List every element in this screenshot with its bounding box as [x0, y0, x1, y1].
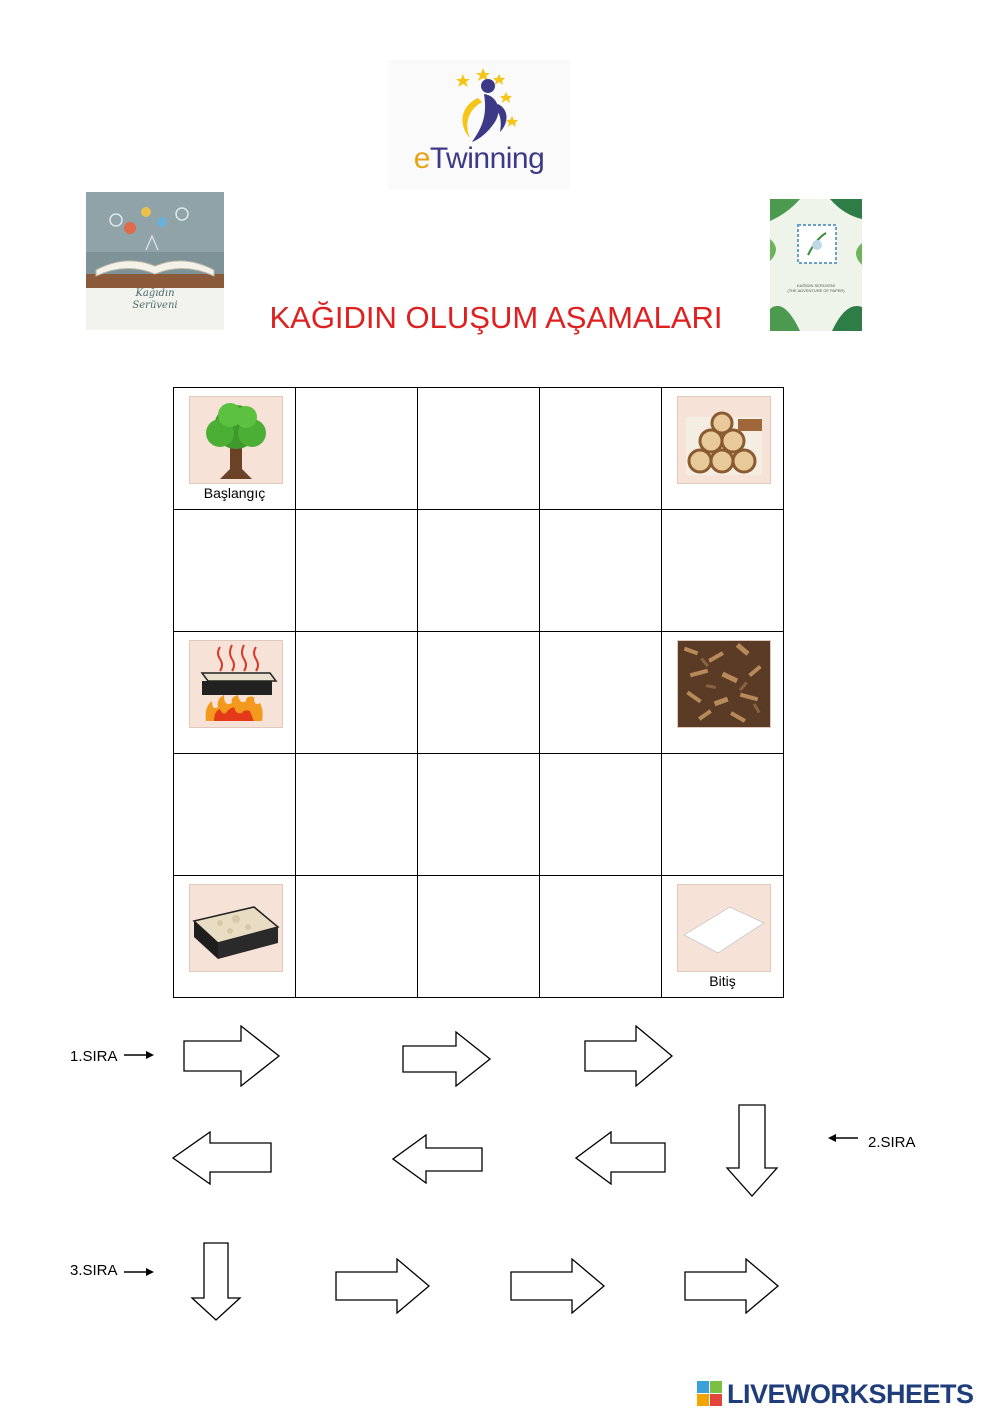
grid-cell[interactable] [540, 388, 662, 510]
grid-cell[interactable] [418, 632, 540, 754]
row1-right-arrow-icon[interactable] [402, 1031, 492, 1087]
grid-cell[interactable] [174, 754, 296, 876]
grid-cell[interactable] [174, 510, 296, 632]
row2-left-arrow-icon[interactable] [392, 1134, 484, 1184]
row3-pointer-arrow-icon [122, 1265, 156, 1279]
cover-caption: KAĞIDIN SERÜVENİ (THE ADVENTURE OF PAPER) [787, 283, 845, 293]
tree-icon [190, 397, 282, 483]
row1-label: 1.SIRA [70, 1048, 118, 1065]
row3-down-arrow-icon[interactable] [190, 1242, 242, 1322]
paper-sheet-picture [677, 884, 771, 972]
grid-cell-start[interactable] [174, 388, 296, 510]
logs-picture [677, 396, 771, 484]
wood-chips-icon [678, 641, 770, 727]
row1-right-arrow-icon[interactable] [584, 1025, 674, 1087]
grid-cell[interactable] [174, 876, 296, 998]
grid-cell[interactable] [418, 754, 540, 876]
grid-cell[interactable] [540, 754, 662, 876]
grid-cell[interactable] [418, 510, 540, 632]
grid-cell[interactable] [662, 632, 784, 754]
grid-cell[interactable] [418, 388, 540, 510]
page-title: KAĞIDIN OLUŞUM AŞAMALARI [269, 300, 723, 335]
row3-label: 3.SIRA [70, 1262, 118, 1279]
row2-down-arrow-icon[interactable] [725, 1104, 779, 1198]
etwinning-wordmark: eTwinning [413, 142, 545, 175]
grid-cell[interactable] [174, 632, 296, 754]
row3-right-arrow-icon[interactable] [684, 1258, 780, 1314]
grid-cell[interactable] [296, 754, 418, 876]
pulp-tray-picture [189, 884, 283, 972]
row2-left-arrow-icon[interactable] [575, 1131, 667, 1185]
start-caption: Başlangıç [203, 485, 266, 501]
liveworksheets-watermark [697, 1378, 997, 1408]
end-caption: Bitiş [709, 973, 736, 989]
grid-cell-end[interactable] [662, 876, 784, 998]
row2-label: 2.SIRA [868, 1134, 916, 1151]
liveworksheets-logo-icon [697, 1379, 725, 1407]
grid-cell[interactable] [540, 632, 662, 754]
row3-right-arrow-icon[interactable] [335, 1258, 431, 1314]
etwinning-logo [388, 60, 570, 190]
grid-cell[interactable] [296, 876, 418, 998]
book-caption: Kağıdın Serüveni [132, 288, 178, 311]
grid-cell[interactable] [662, 754, 784, 876]
grid-cell[interactable] [296, 510, 418, 632]
row3-right-arrow-icon[interactable] [510, 1258, 606, 1314]
grid-cell[interactable] [296, 388, 418, 510]
paper-stages-grid [173, 387, 784, 998]
grid-cell[interactable] [662, 510, 784, 632]
wood-chips-picture [677, 640, 771, 728]
tree-picture [189, 396, 283, 484]
row1-right-arrow-icon[interactable] [183, 1025, 281, 1087]
logs-icon [678, 397, 770, 483]
heated-pulp-box-icon [190, 641, 282, 727]
row2-pointer-arrow-icon [826, 1131, 860, 1145]
heated-pulp-picture [189, 640, 283, 728]
grid-cell[interactable] [540, 876, 662, 998]
row1-pointer-arrow-icon [122, 1048, 156, 1062]
grid-cell[interactable] [540, 510, 662, 632]
pulp-tray-icon [190, 885, 282, 971]
grid-cell[interactable] [418, 876, 540, 998]
row2-left-arrow-icon[interactable] [172, 1131, 273, 1185]
paper-sheet-icon [678, 885, 770, 971]
watermark-text: LIVEWORKSHEETS [727, 1379, 974, 1409]
grid-cell[interactable] [662, 388, 784, 510]
grid-cell[interactable] [296, 632, 418, 754]
